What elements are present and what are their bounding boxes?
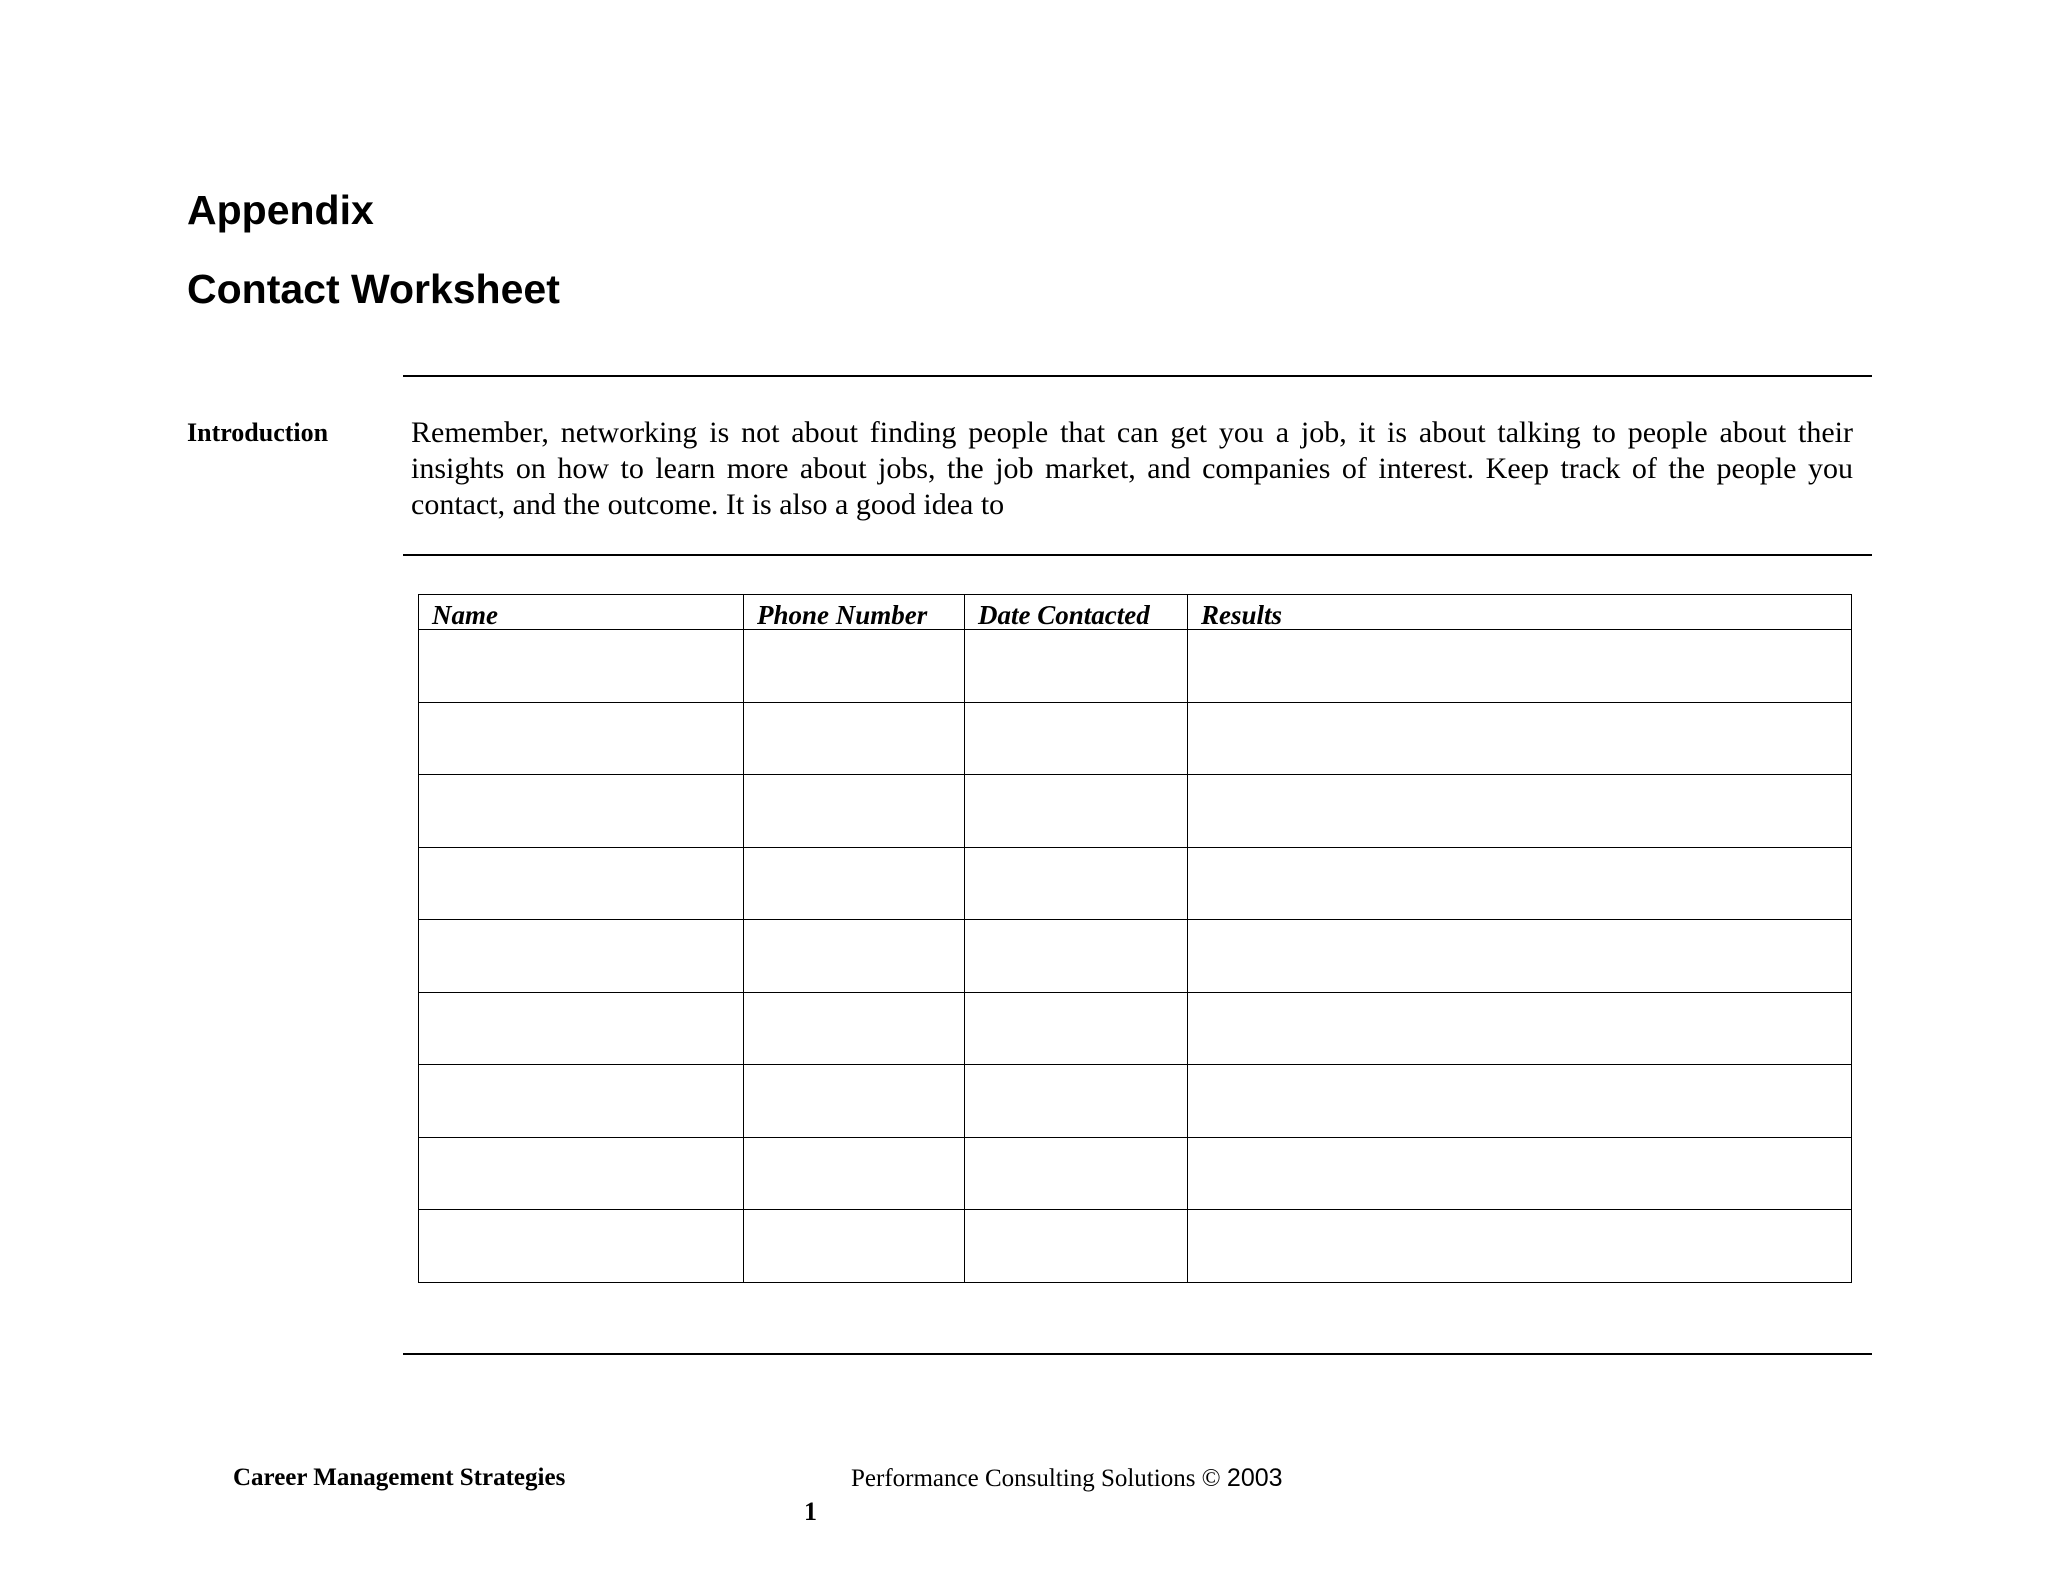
cell-results[interactable]	[1188, 1065, 1852, 1138]
divider-top	[403, 375, 1872, 377]
cell-phone-number[interactable]	[744, 775, 965, 848]
table-row	[419, 992, 1852, 1065]
footer-company: Performance Consulting Solutions ©	[851, 1465, 1221, 1492]
cell-results[interactable]	[1188, 1137, 1852, 1210]
cell-phone-number[interactable]	[744, 992, 965, 1065]
appendix-title: Appendix	[187, 187, 374, 233]
cell-date-contacted[interactable]	[965, 992, 1188, 1065]
cell-name[interactable]	[419, 920, 744, 993]
table-row	[419, 775, 1852, 848]
cell-date-contacted[interactable]	[965, 775, 1188, 848]
cell-name[interactable]	[419, 630, 744, 703]
cell-results[interactable]	[1188, 1210, 1852, 1283]
cell-phone-number[interactable]	[744, 1210, 965, 1283]
cell-results[interactable]	[1188, 630, 1852, 703]
page-number: 1	[804, 1497, 817, 1526]
table-row	[419, 702, 1852, 775]
cell-name[interactable]	[419, 1137, 744, 1210]
cell-name[interactable]	[419, 775, 744, 848]
cell-name[interactable]	[419, 992, 744, 1065]
table-row	[419, 1065, 1852, 1138]
cell-date-contacted[interactable]	[965, 920, 1188, 993]
cell-phone-number[interactable]	[744, 1137, 965, 1210]
column-header-name: Name	[419, 595, 744, 630]
table-row	[419, 920, 1852, 993]
divider-middle	[403, 554, 1872, 556]
cell-date-contacted[interactable]	[965, 702, 1188, 775]
table-row	[419, 630, 1852, 703]
table-row	[419, 847, 1852, 920]
introduction-label: Introduction	[187, 418, 329, 447]
page-title: Contact Worksheet	[187, 266, 560, 312]
cell-date-contacted[interactable]	[965, 1210, 1188, 1283]
column-header-phone-number: Phone Number	[744, 595, 965, 630]
table-row	[419, 1137, 1852, 1210]
footer-course-title: Career Management Strategies	[233, 1464, 566, 1491]
cell-name[interactable]	[419, 702, 744, 775]
divider-bottom	[403, 1353, 1872, 1355]
column-header-results: Results	[1188, 595, 1852, 630]
cell-phone-number[interactable]	[744, 702, 965, 775]
cell-results[interactable]	[1188, 847, 1852, 920]
cell-results[interactable]	[1188, 992, 1852, 1065]
introduction-text: Remember, networking is not about finding people that can get you a job, it is about talking to people about their insights on how to learn more about jobs, the job market, and companies of interest. Keep track of the people you contact, and the outcome. It is also a good idea to	[411, 416, 1853, 521]
cell-date-contacted[interactable]	[965, 1137, 1188, 1210]
cell-phone-number[interactable]	[744, 847, 965, 920]
column-header-date-contacted: Date Contacted	[965, 595, 1188, 630]
cell-name[interactable]	[419, 1210, 744, 1283]
cell-name[interactable]	[419, 847, 744, 920]
cell-name[interactable]	[419, 1065, 744, 1138]
cell-results[interactable]	[1188, 920, 1852, 993]
cell-phone-number[interactable]	[744, 630, 965, 703]
table-body	[419, 630, 1852, 1283]
cell-results[interactable]	[1188, 702, 1852, 775]
cell-date-contacted[interactable]	[965, 630, 1188, 703]
table-row	[419, 1210, 1852, 1283]
cell-date-contacted[interactable]	[965, 847, 1188, 920]
contact-table	[418, 594, 1852, 1283]
cell-date-contacted[interactable]	[965, 1065, 1188, 1138]
table-header-row	[419, 595, 1852, 630]
footer-year: 2003	[1226, 1464, 1283, 1492]
cell-results[interactable]	[1188, 775, 1852, 848]
cell-phone-number[interactable]	[744, 920, 965, 993]
cell-phone-number[interactable]	[744, 1065, 965, 1138]
footer-copyright	[851, 1464, 1283, 1493]
